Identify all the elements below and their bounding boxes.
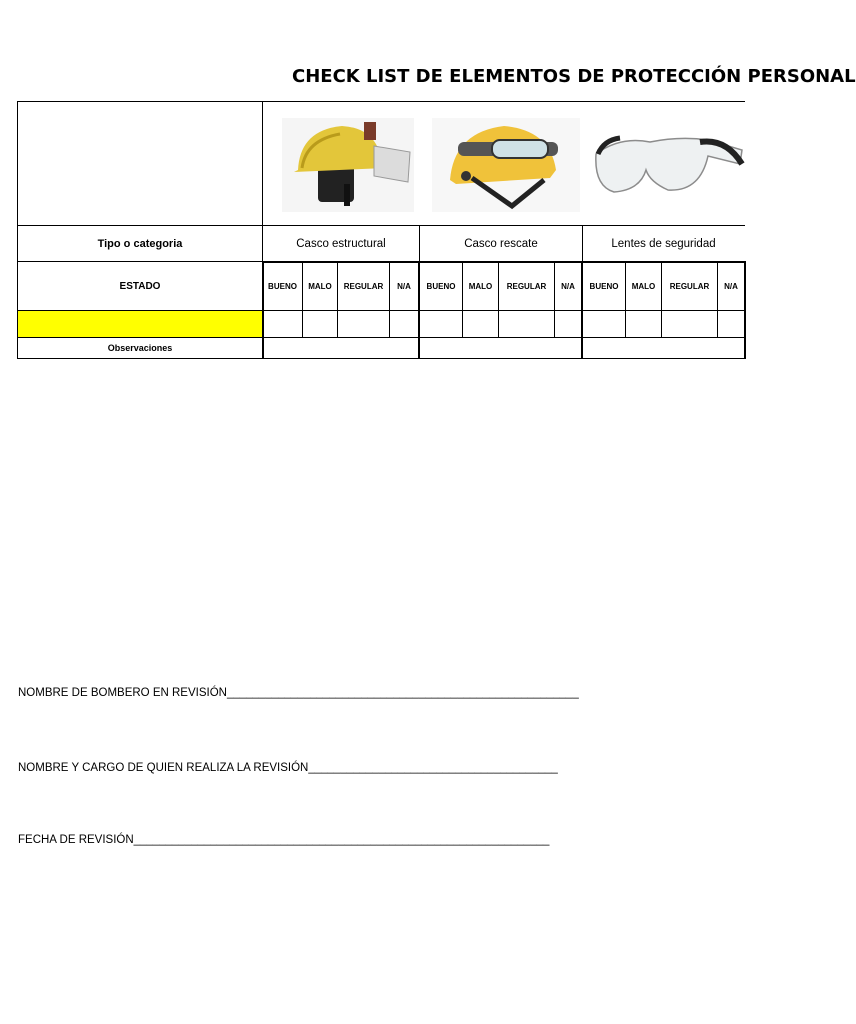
status-header-regular: REGULAR [669, 282, 710, 291]
status-header-regular: REGULAR [506, 282, 547, 291]
item-name-rescue-helmet: Casco rescate [464, 237, 538, 250]
status-header-bueno: BUENO [268, 282, 297, 291]
row-label-type: Tipo o categoria [97, 237, 183, 250]
status-check-cell[interactable] [626, 311, 661, 337]
observations-cell[interactable] [420, 338, 581, 358]
status-check-cell[interactable] [662, 311, 717, 337]
observations-cell[interactable] [264, 338, 418, 358]
status-header-bueno: BUENO [426, 282, 456, 291]
row-label-status: ESTADO [119, 280, 161, 292]
firefighter-name-line[interactable]: NOMBRE DE BOMBERO EN REVISIÓN_______________________________________________________ [18, 687, 579, 699]
status-header-regular: REGULAR [343, 282, 384, 291]
rescue-helmet-image [432, 118, 580, 212]
status-check-cell[interactable] [264, 311, 302, 337]
status-header-malo: MALO [468, 282, 493, 291]
status-check-cell[interactable] [420, 311, 462, 337]
structural-helmet-image [282, 118, 414, 212]
status-check-cell[interactable] [555, 311, 581, 337]
status-check-cell[interactable] [718, 311, 744, 337]
status-header-bueno: BUENO [589, 282, 619, 291]
reviewer-name-line[interactable]: NOMBRE Y CARGO DE QUIEN REALIZA LA REVISIÓN_______________________________________ [18, 762, 558, 774]
status-check-cell[interactable] [390, 311, 418, 337]
status-header-na: N/A [397, 282, 411, 291]
status-check-cell[interactable] [303, 311, 337, 337]
review-date-line[interactable]: FECHA DE REVISIÓN_________________________________________________________________ [18, 834, 550, 846]
status-check-cell[interactable] [338, 311, 389, 337]
page-title: CHECK LIST DE ELEMENTOS DE PROTECCIÓN PERSONAL [292, 66, 856, 87]
status-header-na: N/A [561, 282, 575, 291]
safety-glasses-image [590, 120, 744, 208]
item-name-safety-glasses: Lentes de seguridad [611, 237, 716, 250]
item-name-structural-helmet: Casco estructural [296, 237, 386, 250]
status-check-cell[interactable] [463, 311, 498, 337]
highlighted-cell [18, 311, 262, 337]
status-header-na: N/A [724, 282, 738, 291]
status-header-malo: MALO [308, 282, 332, 291]
status-check-cell[interactable] [583, 311, 625, 337]
status-header-malo: MALO [631, 282, 656, 291]
row-label-observations: Observaciones [107, 343, 173, 353]
status-check-cell[interactable] [499, 311, 554, 337]
observations-cell[interactable] [583, 338, 744, 358]
